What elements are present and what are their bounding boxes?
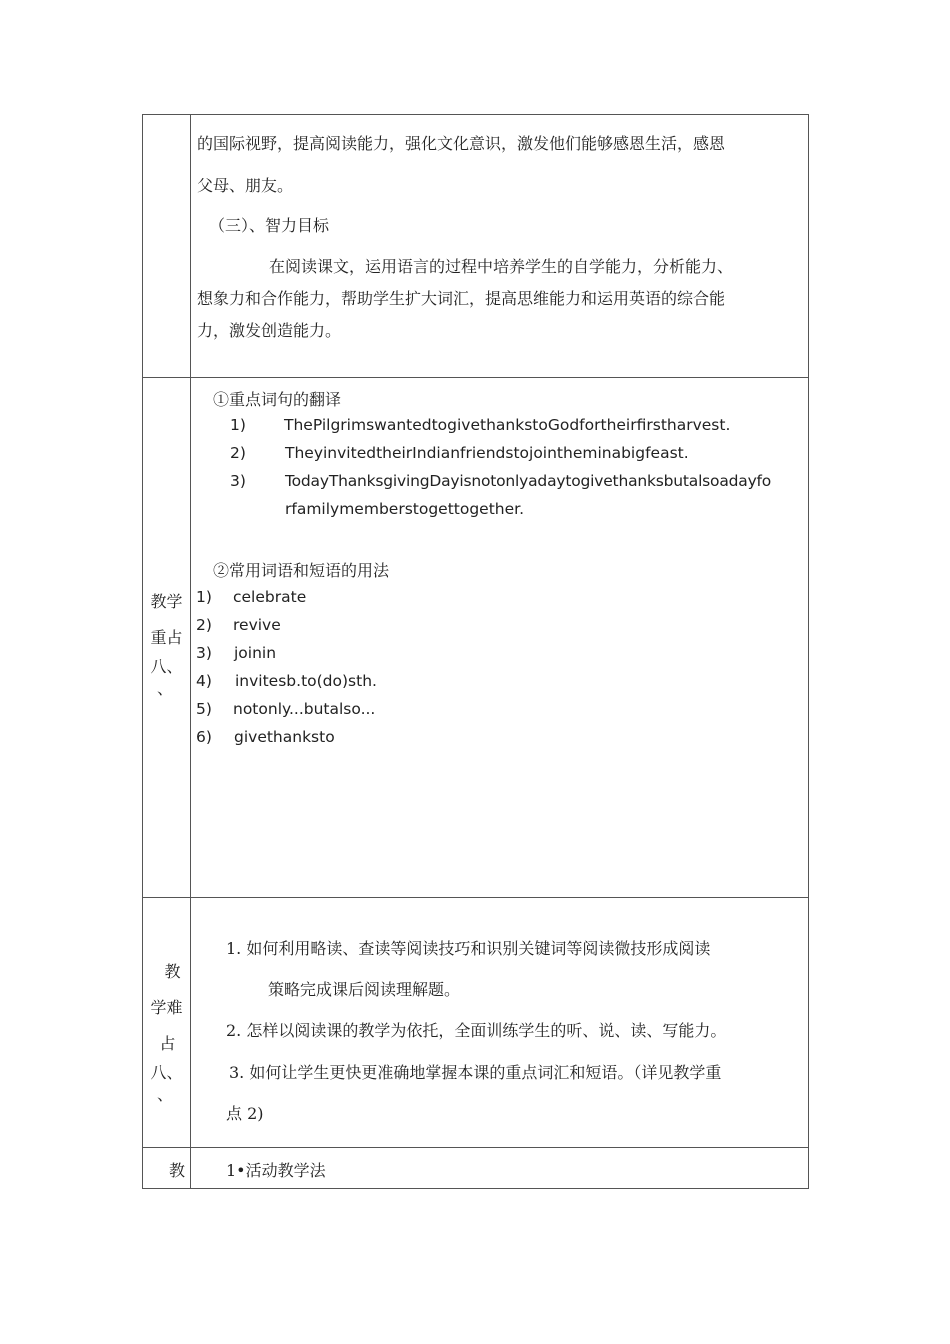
phrase-number: 3) [196, 644, 212, 662]
teaching-methods-content-cell [191, 1148, 809, 1189]
difficulty-item: 3. 如何让学生更快更准确地掌握本课的重点词汇和短语。（详见教学重 [229, 1063, 722, 1082]
difficult-points-label-line: 、 [157, 1085, 174, 1104]
objectives-content-cell [191, 115, 809, 378]
key-sentence-continued: rfamilymemberstogettogether. [285, 500, 525, 518]
difficult-points-row [143, 898, 809, 1148]
objectives-line: 想象力和合作能力，帮助学生扩大词汇，提高思维能力和运用英语的综合能 [197, 289, 726, 308]
phrase-number: 1) [196, 588, 212, 606]
objectives-line: 在阅读课文，运用语言的过程中培养学生的自学能力，分析能力、 [269, 257, 734, 276]
phrase-item: notonly...butalso... [233, 700, 376, 718]
objectives-label-cell [143, 115, 191, 378]
phrase-number: 2) [196, 616, 212, 634]
difficult-points-label-line: 教 [164, 962, 181, 981]
phrase-item: revive [233, 616, 281, 634]
difficult-points-label-line: 学难 [150, 998, 183, 1017]
phrase-item: invitesb.to(do)sth. [235, 672, 377, 690]
phrase-item: celebrate [233, 588, 307, 606]
sentence-number: 3) [230, 472, 246, 490]
difficult-points-label-cell [143, 898, 191, 1148]
key-points-row [143, 378, 809, 898]
phrase-number: 5) [196, 700, 212, 718]
sentence-translation-heading: ①重点词句的翻译 [213, 390, 342, 409]
difficult-points-content-cell [191, 898, 809, 1148]
phrase-number: 6) [196, 728, 212, 746]
difficulty-item: 1. 如何利用略读、查读等阅读技巧和识别关键词等阅读微技形成阅读 [226, 939, 711, 958]
key-points-content-cell [191, 378, 809, 898]
key-sentence: TodayThanksgivingDayisnotonlyadaytogivethanksbutalsoadayfo [285, 472, 772, 490]
lesson-plan-table [142, 114, 809, 1189]
key-sentence: TheyinvitedtheirIndianfriendstojointheminabigfeast. [285, 444, 689, 462]
objectives-line: 的国际视野，提高阅读能力，强化文化意识，激发他们能够感恩生活，感恩 [197, 134, 726, 153]
difficult-points-label-line: 占 [159, 1034, 176, 1053]
phrase-usage-heading: ②常用词语和短语的用法 [213, 561, 390, 580]
intellectual-goals-heading: （三）、智力目标 [209, 216, 330, 235]
objectives-line: 力，激发创造能力。 [197, 321, 342, 340]
sentence-number: 1) [230, 416, 246, 434]
difficulty-item-continued: 策略完成课后阅读理解题。 [268, 980, 461, 999]
key-points-label-line: 教学 [150, 592, 183, 611]
objectives-line: 父母、朋友。 [197, 176, 294, 195]
teaching-methods-label-cell [143, 1148, 191, 1189]
phrase-number: 4) [196, 672, 212, 690]
difficulty-item-continued: 点 2) [226, 1104, 264, 1123]
objectives-row [143, 115, 809, 378]
teaching-method-item: 1•活动教学法 [226, 1161, 326, 1180]
sentence-number: 2) [230, 444, 246, 462]
key-sentence: ThePilgrimswantedtogivethankstoGodfortheirfirstharvest. [284, 416, 731, 434]
teaching-methods-label: 教 [169, 1161, 186, 1180]
phrase-item: givethanksto [234, 728, 335, 746]
teaching-methods-row [143, 1148, 809, 1189]
key-points-label-cell [143, 378, 191, 898]
phrase-item: joinin [234, 644, 277, 662]
key-points-label-line: 、 [157, 679, 174, 698]
key-points-label-line: 重占 [150, 628, 183, 647]
key-points-label-line: 八、 [150, 657, 183, 676]
difficulty-item: 2. 怎样以阅读课的教学为依托，全面训练学生的听、说、读、写能力。 [226, 1021, 727, 1040]
difficult-points-label-line: 八、 [150, 1063, 183, 1082]
